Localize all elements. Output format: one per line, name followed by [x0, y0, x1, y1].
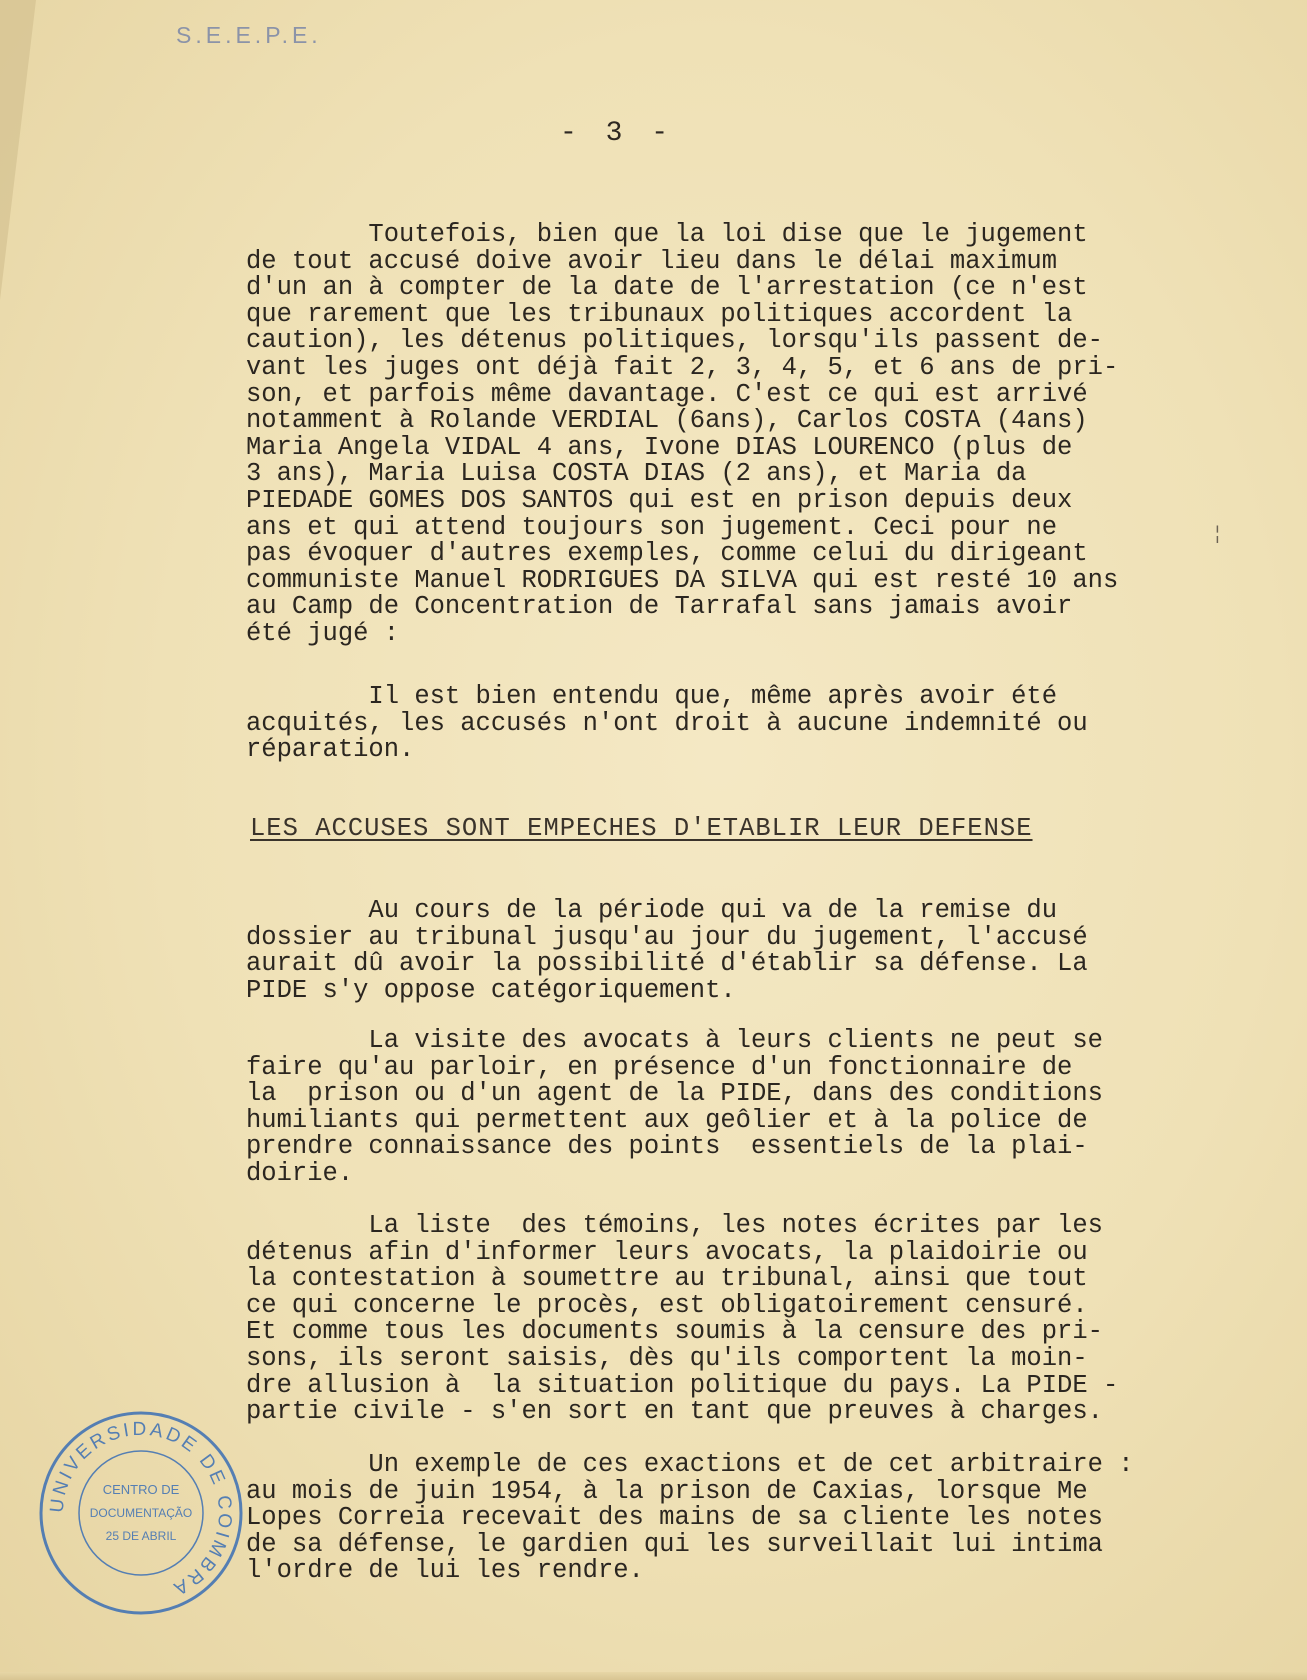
margin-mark: ¦ — [1212, 525, 1223, 545]
stamp-line-3: 25 DE ABRIL — [105, 1529, 177, 1543]
archive-reference-code: S.E.E.P.E. — [176, 22, 322, 48]
paragraph-defense-period: Au cours de la période qui va de la remise du dossier au tribunal jusqu'au jour du jugement, l'accusé aurait dû avoir la possibilité d'établir sa défense. La PIDE s'y oppose catégoriquement. — [246, 896, 1088, 1005]
page-bottom-edge — [0, 1672, 1307, 1680]
page-number: - 3 - — [560, 118, 675, 149]
stamp-line-2: DOCUMENTAÇÃO — [89, 1506, 193, 1520]
archive-stamp-seal — [36, 1408, 246, 1618]
paragraph-trial-delays: Toutefois, bien que la loi dise que le jugement de tout accusé doive avoir lieu dans le délai maximum d'un an à compter de la date de l'arrestation (ce n'est que rarement que les tribunaux politiques accordent la caution), les détenus politiques, lorsqu'ils passent de- vant les juges ont déjà fait 2, 3, 4, 5, et 6 ans de pri- son, et parfois même davantage. C'est ce qui est arrivé notamment à Rolande VERDIAL (6ans), Carlos COSTA (4ans) Maria Angela VIDAL 4 ans, Ivone DIAS LOURENCO (plus de 3 ans), Maria Luisa COSTA DIAS (2 ans), et Maria da PIEDADE GOMES DOS SANTOS qui est en prison depuis deux ans et qui attend toujours son jugement. Ceci pour ne pas évoquer d'autres exemples, comme celui du dirigeant communiste Manuel RODRIGUES DA SILVA qui est resté 10 ans au Camp de Concentration de Tarrafal sans jamais avoir été jugé : — [246, 220, 1119, 648]
folded-corner — [0, 0, 36, 300]
paragraph-caxias-example: Un exemple de ces exactions et de cet arbitraire : au mois de juin 1954, à la prison de Caxias, lorsque Me Lopes Correia recevait des mains de sa cliente les notes de sa défense, le gardien qui les surveillait lui intima l'ordre de lui les rendre. — [246, 1450, 1134, 1586]
paragraph-censorship: La liste des témoins, les notes écrites par les détenus afin d'informer leurs avocats, la plaidoirie ou la contestation à soumettre au tribunal, ainsi que tout ce qui concerne le procès, est obligatoirement censuré. Et comme tous les documents soumis à la censure des pri- sons, ils seront saisis, dès qu'ils comportent la moin- dre allusion à la situation politique du pays. La PIDE - partie civile - s'en sort en tant que preuves à charges. — [246, 1211, 1119, 1427]
stamp-line-1: CENTRO DE — [102, 1482, 180, 1497]
paragraph-no-compensation: Il est bien entendu que, même après avoir été acquités, les accusés n'ont droit à aucune indemnité ou réparation. — [246, 682, 1088, 765]
stamp-ring-text: UNIVERSIDADE DE COIMBRA — [46, 1418, 236, 1601]
section-heading: LES ACCUSES SONT EMPECHES D'ETABLIR LEUR DEFENSE — [250, 814, 1033, 843]
paragraph-lawyer-visits: La visite des avocats à leurs clients ne peut se faire qu'au parloir, en présence d'un fonctionnaire de la prison ou d'un agent de la PIDE, dans des conditions humiliants qui permettent aux geôlier et à la police de prendre connaissance des points essentiels de la plai- doirie. — [246, 1026, 1103, 1188]
